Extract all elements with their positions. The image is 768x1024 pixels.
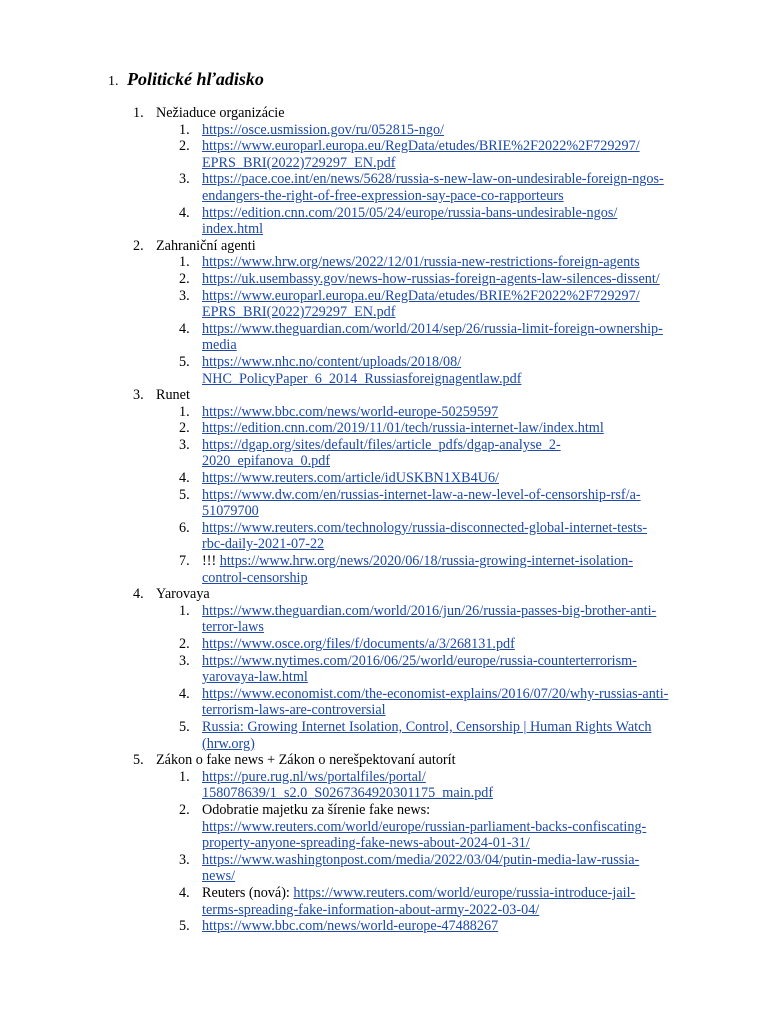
reference-link[interactable]: https://www.europarl.europa.eu/RegData/etudes/BRIE%2F2022%2F729297/ EPRS_BRI(2022)729297_EN.pdf — [202, 287, 640, 321]
reference-link[interactable]: https://www.reuters.com/world/europe/russian-parliament-backs-confiscating- property-anyone-spreading-fake-news-about-2024-01-31/ — [202, 818, 647, 852]
item-number: 4. — [179, 884, 190, 901]
reference-link[interactable]: https://www.reuters.com/article/idUSKBN1XB4U6/ — [202, 470, 499, 487]
reference-item — [179, 885, 733, 918]
section-number: 5. — [133, 752, 144, 769]
outline-section — [133, 752, 733, 935]
item-number: 3. — [179, 436, 190, 453]
reference-link[interactable]: https://www.hrw.org/news/2020/06/18/russia-growing-internet-isolation- control-censorship — [202, 553, 633, 586]
reference-link[interactable]: https://pure.rug.nl/ws/portalfiles/portal/ 158078639/1_s2.0_S0267364920301175_main.pdf — [202, 768, 494, 802]
reference-link[interactable]: https://pace.coe.int/en/news/5628/russia-s-new-law-on-undesirable-foreign-ngos- endangers-the-right-of-free-expression-say-pace-co-rapporteurs — [202, 171, 664, 204]
item-number: 3. — [179, 851, 190, 868]
item-number: 1. — [179, 602, 190, 619]
reference-list — [179, 254, 733, 387]
section-title: Yarovaya — [156, 586, 210, 603]
reference-item — [179, 271, 733, 288]
item-number: 1. — [179, 768, 190, 785]
outline-section — [133, 387, 733, 586]
reference-link[interactable]: https://www.europarl.europa.eu/RegData/etudes/BRIE%2F2022%2F729297/ EPRS_BRI(2022)729297_EN.pdf — [202, 138, 640, 171]
reference-item — [179, 470, 733, 487]
item-number: 5. — [179, 918, 190, 935]
reference-item — [179, 686, 733, 719]
reference-link[interactable]: https://www.osce.org/files/f/documents/a/3/268131.pdf — [202, 636, 515, 652]
reference-link[interactable]: https://www.dw.com/en/russias-internet-law-a-new-level-of-censorship-rsf/a- 51079700 — [202, 486, 641, 520]
item-number: 2. — [179, 636, 190, 652]
item-number: 3. — [179, 171, 190, 188]
section-title: Zahraniční agenti — [156, 237, 256, 254]
outline-section — [133, 238, 733, 387]
item-number: 4. — [179, 320, 190, 337]
item-label: Odobratie majetku za šírenie fake news: — [202, 801, 431, 818]
section-title: Zákon o fake news + Zákon o nerešpektovaní autorít — [156, 752, 456, 769]
outline-section — [133, 105, 733, 238]
reference-item — [179, 122, 733, 139]
outline-section — [133, 586, 733, 752]
reference-item — [179, 852, 733, 885]
item-number: 5. — [179, 486, 190, 503]
reference-link[interactable]: https://edition.cnn.com/2019/11/01/tech/russia-internet-law/index.html — [202, 420, 604, 437]
reference-link[interactable]: https://edition.cnn.com/2015/05/24/europe/russia-bans-undesirable-ngos/ index.html — [202, 204, 618, 238]
reference-link[interactable]: https://dgap.org/sites/default/files/article_pdfs/dgap-analyse_2- 2020_epifanova_0.pdf — [202, 436, 561, 470]
item-number: 4. — [179, 470, 190, 487]
reference-item — [179, 138, 733, 171]
section-number: 4. — [133, 586, 144, 603]
reference-item — [179, 769, 733, 802]
reference-item — [179, 254, 733, 271]
reference-item — [179, 288, 733, 321]
item-number: 2. — [179, 801, 190, 818]
reference-item — [179, 321, 733, 354]
reference-item — [179, 553, 733, 586]
outline-list — [133, 105, 733, 935]
reference-item — [179, 603, 733, 636]
item-number: 1. — [179, 121, 190, 138]
item-number: 2. — [179, 420, 190, 437]
reference-item — [179, 420, 733, 437]
reference-item — [179, 918, 733, 935]
reference-link[interactable]: https://www.bbc.com/news/world-europe-50259597 — [202, 403, 499, 420]
reference-link[interactable]: https://www.reuters.com/world/europe/russia-introduce-jail- terms-spreading-fake-information-about-army-2022-03-04/ — [202, 884, 636, 918]
reference-link[interactable]: https://www.washingtonpost.com/media/2022/03/04/putin-media-law-russia- news/ — [202, 851, 640, 885]
reference-item — [179, 437, 733, 470]
heading-title: Politické hľadisko — [127, 69, 264, 89]
section-heading — [108, 68, 264, 93]
reference-item — [179, 520, 733, 553]
reference-link[interactable]: https://www.theguardian.com/world/2014/sep/26/russia-limit-foreign-ownership- media — [202, 320, 663, 354]
item-number: 4. — [179, 204, 190, 221]
reference-item — [179, 487, 733, 520]
section-title: Runet — [156, 387, 190, 404]
reference-item — [179, 205, 733, 238]
section-number: 1. — [133, 105, 144, 121]
reference-link[interactable]: https://www.economist.com/the-economist-explains/2016/07/20/why-russias-anti- terrorism-laws-are-controversial — [202, 685, 669, 719]
section-title: Nežiaduce organizácie — [156, 105, 285, 121]
item-number: 3. — [179, 287, 190, 304]
item-label: Reuters (nová): — [202, 884, 294, 901]
reference-item — [179, 653, 733, 686]
item-number: 1. — [179, 254, 190, 271]
reference-link[interactable]: https://www.bbc.com/news/world-europe-47488267 — [202, 918, 499, 935]
heading-number: 1. — [108, 74, 119, 89]
reference-list — [179, 404, 733, 587]
section-number: 2. — [133, 237, 144, 254]
reference-item — [179, 719, 733, 752]
item-label: !!! — [202, 553, 220, 570]
reference-link[interactable]: https://osce.usmission.gov/ru/052815-ngo/ — [202, 121, 444, 138]
reference-link[interactable]: https://www.nhc.no/content/uploads/2018/08/ NHC_PolicyPaper_6_2014_Russiasforeignagentlaw.pdf — [202, 353, 522, 387]
reference-link[interactable]: https://www.nytimes.com/2016/06/25/world/europe/russia-counterterrorism- yarovaya-law.html — [202, 652, 637, 686]
reference-list — [179, 769, 733, 935]
reference-item — [179, 802, 733, 852]
item-number: 5. — [179, 353, 190, 370]
item-number: 6. — [179, 519, 190, 536]
reference-list — [179, 122, 733, 238]
reference-link[interactable]: Russia: Growing Internet Isolation, Control, Censorship | Human Rights Watch (hrw.org) — [202, 718, 652, 752]
item-number: 5. — [179, 718, 190, 735]
reference-list — [179, 603, 733, 752]
item-number: 2. — [179, 138, 190, 155]
reference-link[interactable]: https://www.theguardian.com/world/2016/jun/26/russia-passes-big-brother-anti- terror-laws — [202, 602, 657, 636]
item-number: 1. — [179, 403, 190, 420]
reference-item — [179, 171, 733, 204]
item-number: 4. — [179, 685, 190, 702]
section-number: 3. — [133, 387, 144, 404]
reference-item — [179, 404, 733, 421]
reference-link[interactable]: https://www.hrw.org/news/2022/12/01/russia-new-restrictions-foreign-agents — [202, 254, 640, 271]
item-number: 3. — [179, 652, 190, 669]
reference-link[interactable]: https://uk.usembassy.gov/news-how-russias-foreign-agents-law-silences-dissent/ — [202, 270, 660, 287]
reference-item — [179, 354, 733, 387]
item-number: 7. — [179, 553, 190, 570]
reference-item — [179, 636, 733, 653]
item-number: 2. — [179, 270, 190, 287]
reference-link[interactable]: https://www.reuters.com/technology/russia-disconnected-global-internet-tests- rbc-daily-2021-07-22 — [202, 519, 648, 553]
